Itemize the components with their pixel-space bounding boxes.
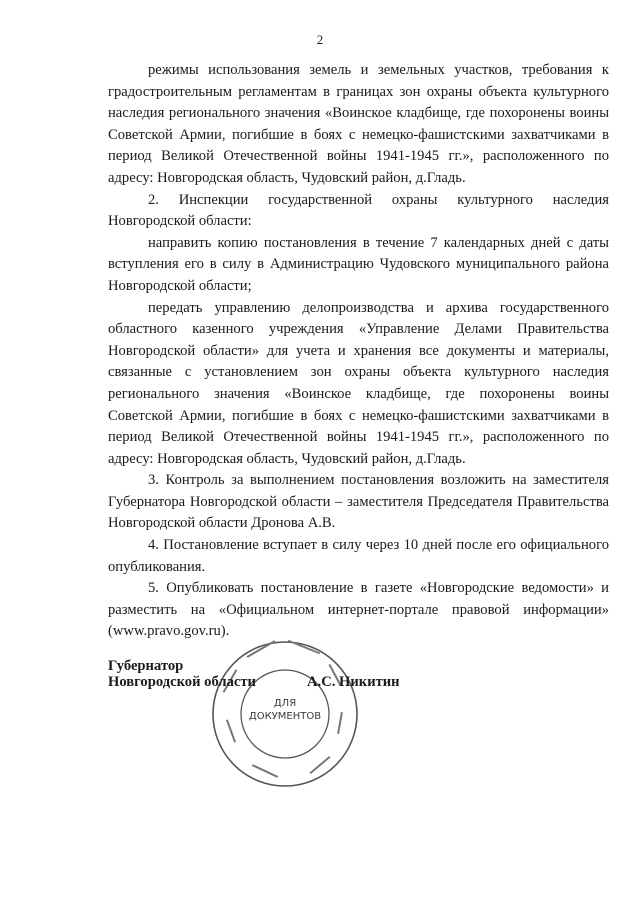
paragraph-transfer-documents: передать управлению делопроизводства и архива государственного областного казенного учреждения «Управление Делами Правительства Новгородской области» для учета и хранения все документы и материалы, связанные с установлением зон охраны объекта культурного наследия регионального значения «Воинское кладбище, где похоронены воины Советской Армии, погибшие в боях с немецко-фашистскими захватчиками в период Великой Отечественной войны 1941-1945 гг.», расположенного по адресу: Новгородская область, Чудовский район, д.Гладь. [108,299,609,467]
paragraph-item-5: 5. Опубликовать постановление в газете «Новгородские ведомости» и разместить на «Официальном интернет-портале правовой информации» (www.pravo.gov.ru). [108,580,609,640]
paragraph-item-3: 3. Контроль за выполнением постановления возложить на заместителя Губернатора Новгородской области – заместителя Председателя Правительства Новгородской области Дронова А.В. [108,472,609,532]
signature-name: А.С. Никитин [307,674,400,690]
paragraph-send-copy: направить копию постановления в течение 7 календарных дней с даты вступления его в силу в Администрацию Чудовского муниципального района Новгородской области; [108,234,609,294]
page-number: 2 [316,32,324,47]
signature-title-line2: Новгородской области [108,674,256,690]
document-body [108,60,609,643]
paragraph-zones-regime: режимы использования земель и земельных участков, требования к градостроительным регламентам в границах зон охраны объекта культурного наследия регионального значения «Воинское кладбище, где похоронены воины Советской Армии, погибшие в боях с немецко-фашистскими захватчиками в период Великой Отечественной войны 1941-1945 гг.», расположенного по адресу: Новгородская область, Чудовский район, д.Гладь. [108,62,609,186]
signature-title [108,658,256,690]
paragraph-item-4: 4. Постановление вступает в силу через 10 дней после его официального опубликования. [108,537,609,575]
signature-title-line1: Губернатор [108,658,184,674]
paragraph-item-2: 2. Инспекции государственной охраны культурного наследия Новгородской области: [108,191,609,230]
stamp-center-text: ДЛЯ ДОКУМЕНТОВ [248,698,322,722]
